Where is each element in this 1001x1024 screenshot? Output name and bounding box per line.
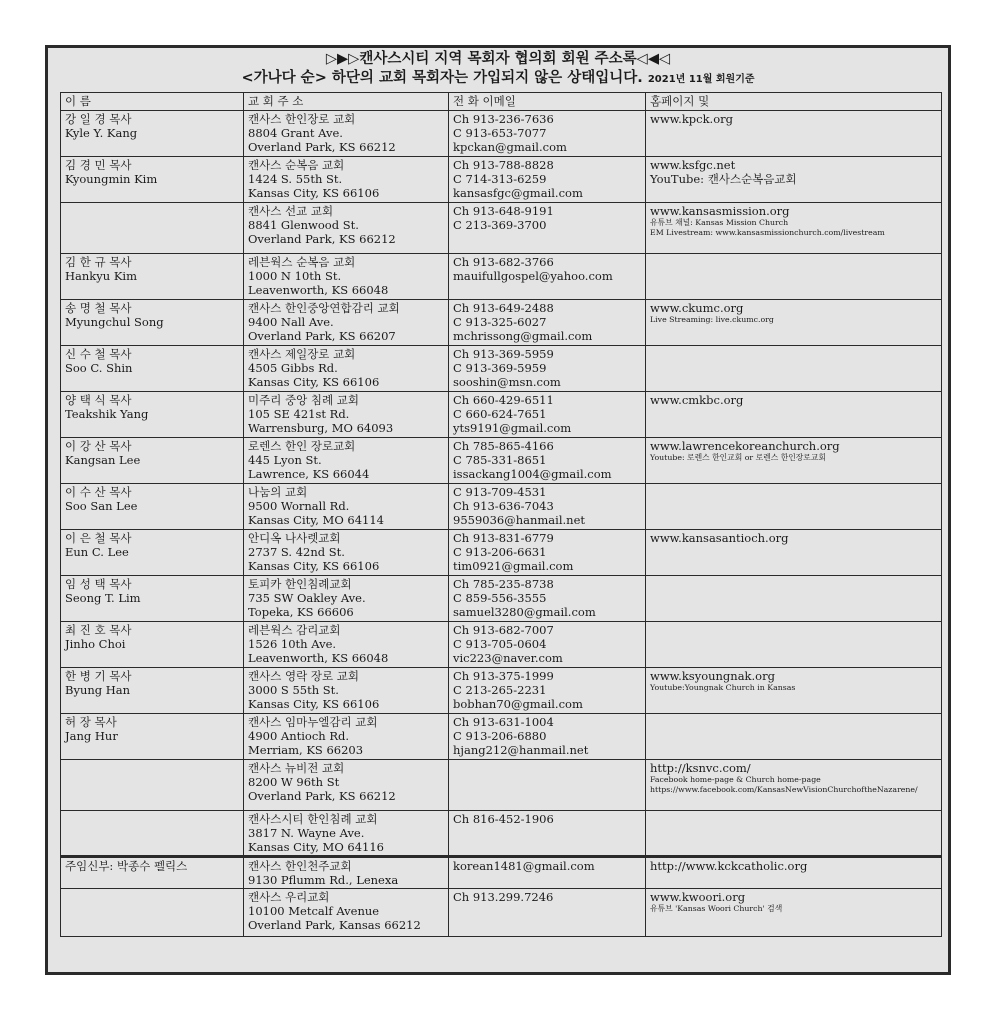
address-line: Overland Park, KS 66212 bbox=[248, 232, 396, 247]
address-cell bbox=[244, 811, 449, 857]
address-line: 안디옥 나사렛교회 bbox=[248, 531, 341, 545]
contact-cell bbox=[449, 254, 646, 300]
contact-line: Ch 913-369-5959 bbox=[453, 347, 554, 361]
contact-line: tim0921@gmail.com bbox=[453, 559, 574, 574]
name-cell bbox=[61, 576, 244, 622]
website-cell bbox=[646, 714, 942, 760]
contact-cell bbox=[449, 622, 646, 668]
contact-line: C 859-556-3555 bbox=[453, 591, 547, 606]
website-cell bbox=[646, 888, 942, 936]
unregistered-church-row bbox=[61, 856, 942, 888]
address-line: 9500 Wornall Rd. bbox=[248, 499, 350, 514]
subtitle-text: <가나다 순> 하단의 교회 목회자는 가입되지 않은 상태입니다. bbox=[241, 70, 643, 86]
name-line: 신 수 철 목사 bbox=[65, 347, 132, 361]
name-cell bbox=[61, 392, 244, 438]
address-line: 735 SW Oakley Ave. bbox=[248, 591, 366, 606]
name-line: 김 한 규 목사 bbox=[65, 255, 132, 269]
address-cell bbox=[244, 157, 449, 203]
contact-line: mauifullgospel@yahoo.com bbox=[453, 269, 613, 284]
website-cell bbox=[646, 576, 942, 622]
address-cell bbox=[244, 392, 449, 438]
name-line: 임 성 택 목사 bbox=[65, 577, 132, 591]
contact-line: Ch 816-452-1906 bbox=[453, 812, 554, 826]
contact-line: kpckan@gmail.com bbox=[453, 140, 567, 155]
address-line: 나눔의 교회 bbox=[248, 485, 308, 499]
contact-line: C 913-325-6027 bbox=[453, 315, 547, 330]
contact-line: issackang1004@gmail.com bbox=[453, 467, 612, 482]
name-line: Soo San Lee bbox=[65, 499, 138, 514]
address-line: Overland Park, Kansas 66212 bbox=[248, 918, 421, 933]
website-note: Facebook home-page & Church home-page bbox=[650, 775, 821, 785]
name-cell bbox=[61, 811, 244, 857]
address-line: 1424 S. 55th St. bbox=[248, 172, 343, 187]
name-line: Teakshik Yang bbox=[65, 407, 149, 422]
pastor-row bbox=[61, 530, 942, 576]
contact-line: korean1481@gmail.com bbox=[453, 858, 595, 873]
address-line: 캔사스 한인장로 교회 bbox=[248, 112, 356, 126]
address-line: 8841 Glenwood St. bbox=[248, 218, 359, 233]
name-line: Jinho Choi bbox=[65, 637, 126, 652]
name-line: 허 장 목사 bbox=[65, 715, 117, 729]
name-line: Hankyu Kim bbox=[65, 269, 137, 284]
website-line: www.kwoori.org bbox=[650, 889, 746, 904]
website-cell bbox=[646, 760, 942, 811]
name-cell bbox=[61, 203, 244, 254]
contact-line: Ch 913-631-1004 bbox=[453, 715, 554, 729]
address-cell bbox=[244, 203, 449, 254]
website-cell bbox=[646, 203, 942, 254]
contact-line: 9559036@hanmail.net bbox=[453, 513, 585, 528]
contact-line: C 913-206-6631 bbox=[453, 545, 547, 560]
contact-cell bbox=[449, 760, 646, 811]
column-header-name: 이 름 bbox=[61, 93, 244, 111]
address-line: Kansas City, KS 66106 bbox=[248, 186, 380, 201]
column-header-address: 교 회 주 소 bbox=[244, 93, 449, 111]
address-line: 로렌스 한인 장로교회 bbox=[248, 439, 356, 453]
website-note: EM Livestream: www.kansasmissionchurch.com/livestream bbox=[650, 227, 885, 237]
address-line: 3817 N. Wayne Ave. bbox=[248, 826, 365, 841]
subtitle-date: 2021년 11월 회원기준 bbox=[647, 74, 755, 85]
website-cell bbox=[646, 668, 942, 714]
address-line: Merriam, KS 66203 bbox=[248, 743, 364, 758]
address-cell bbox=[244, 111, 449, 157]
address-cell bbox=[244, 888, 449, 936]
address-line: 캔사스 제일장로 교회 bbox=[248, 347, 356, 361]
name-line: 주임신부: 박종수 펠릭스 bbox=[65, 858, 188, 873]
name-line: Eun C. Lee bbox=[65, 545, 129, 560]
contact-line: C 913-705-0604 bbox=[453, 637, 547, 652]
pastor-row bbox=[61, 484, 942, 530]
pastor-row bbox=[61, 438, 942, 484]
website-cell bbox=[646, 438, 942, 484]
website-line: www.ksyoungnak.org bbox=[650, 669, 775, 683]
pastor-row bbox=[61, 811, 942, 857]
contact-cell bbox=[449, 346, 646, 392]
contact-line: Ch 913-375-1999 bbox=[453, 669, 554, 683]
contact-cell bbox=[449, 668, 646, 714]
website-note: 유튜브 'Kansas Woori Church' 검색 bbox=[650, 903, 783, 913]
address-cell bbox=[244, 760, 449, 811]
address-line: Leavenworth, KS 66048 bbox=[248, 651, 389, 666]
address-line: 캔사스시티 한인침례 교회 bbox=[248, 812, 378, 826]
website-line: www.kansasmission.org bbox=[650, 204, 790, 218]
address-line: 레븐웍스 순복음 교회 bbox=[248, 255, 356, 269]
name-cell bbox=[61, 856, 244, 888]
contact-cell bbox=[449, 300, 646, 346]
contact-line: Ch 785-865-4166 bbox=[453, 439, 554, 453]
website-line: http://ksnvc.com/ bbox=[650, 761, 751, 775]
website-cell bbox=[646, 300, 942, 346]
address-line: 미주리 중앙 침례 교회 bbox=[248, 393, 359, 407]
address-line: 2737 S. 42nd St. bbox=[248, 545, 345, 560]
address-line: Kansas City, KS 66106 bbox=[248, 375, 380, 390]
contact-line: C 714-313-6259 bbox=[453, 172, 547, 187]
website-note: Youtube:Youngnak Church in Kansas bbox=[650, 683, 796, 693]
address-line: 캔사스 순복음 교회 bbox=[248, 158, 345, 172]
name-cell bbox=[61, 157, 244, 203]
contact-cell bbox=[449, 714, 646, 760]
name-line: 최 진 호 목사 bbox=[65, 623, 132, 637]
address-cell bbox=[244, 576, 449, 622]
website-cell bbox=[646, 111, 942, 157]
website-note: Live Streaming: live.ckumc.org bbox=[650, 315, 774, 325]
address-cell bbox=[244, 484, 449, 530]
address-line: 캔사스 선교 교회 bbox=[248, 204, 334, 218]
name-line: Kangsan Lee bbox=[65, 453, 141, 468]
website-line: www.ckumc.org bbox=[650, 301, 744, 315]
name-cell bbox=[61, 484, 244, 530]
contact-line: C 785-331-8651 bbox=[453, 453, 547, 468]
address-line: Kansas City, MO 64116 bbox=[248, 840, 384, 855]
contact-line: C 913-653-7077 bbox=[453, 126, 547, 141]
website-cell bbox=[646, 622, 942, 668]
website-cell bbox=[646, 484, 942, 530]
name-line: Soo C. Shin bbox=[65, 361, 133, 376]
unregistered-church-row bbox=[61, 888, 942, 936]
name-line: 이 은 철 목사 bbox=[65, 531, 132, 545]
name-line: 김 경 민 목사 bbox=[65, 158, 132, 172]
pastor-row bbox=[61, 203, 942, 254]
contact-cell bbox=[449, 811, 646, 857]
contact-line: kansasfgc@gmail.com bbox=[453, 186, 583, 201]
name-line: 송 명 철 목사 bbox=[65, 301, 132, 315]
name-cell bbox=[61, 254, 244, 300]
contact-cell bbox=[449, 888, 646, 936]
pastor-row bbox=[61, 254, 942, 300]
address-line: 캔사스 영락 장로 교회 bbox=[248, 669, 359, 683]
directory-table-body bbox=[61, 93, 942, 937]
name-cell bbox=[61, 668, 244, 714]
pastor-row bbox=[61, 157, 942, 203]
address-line: 1526 10th Ave. bbox=[248, 637, 337, 652]
name-line: 이 강 산 목사 bbox=[65, 439, 132, 453]
name-line: 한 병 기 목사 bbox=[65, 669, 132, 683]
contact-line: bobhan70@gmail.com bbox=[453, 697, 583, 712]
address-line: 10100 Metcalf Avenue bbox=[248, 903, 380, 918]
website-line: http://www.kckcatholic.org bbox=[650, 858, 808, 873]
contact-cell bbox=[449, 157, 646, 203]
name-cell bbox=[61, 714, 244, 760]
address-line: 4505 Gibbs Rd. bbox=[248, 361, 338, 376]
contact-line: samuel3280@gmail.com bbox=[453, 605, 596, 620]
contact-line: Ch 660-429-6511 bbox=[453, 393, 554, 407]
column-header-website: 홈페이지 및 bbox=[646, 93, 942, 111]
address-line: Warrensburg, MO 64093 bbox=[248, 421, 394, 436]
name-cell bbox=[61, 760, 244, 811]
contact-line: C 213-369-3700 bbox=[453, 218, 547, 233]
contact-cell bbox=[449, 111, 646, 157]
address-cell bbox=[244, 668, 449, 714]
contact-line: C 913-206-6880 bbox=[453, 729, 547, 744]
address-line: 9130 Pflumm Rd., Lenexa bbox=[248, 872, 399, 887]
name-cell bbox=[61, 300, 244, 346]
address-line: Topeka, KS 66606 bbox=[248, 605, 354, 620]
contact-line: Ch 913-236-7636 bbox=[453, 112, 554, 126]
directory-subtitle bbox=[48, 69, 948, 89]
website-note: 유튜브 채널: Kansas Mission Church bbox=[650, 218, 789, 228]
contact-cell bbox=[449, 203, 646, 254]
pastor-row bbox=[61, 300, 942, 346]
name-line: 양 택 식 목사 bbox=[65, 393, 132, 407]
name-line: 이 수 산 목사 bbox=[65, 485, 132, 499]
address-line: 1000 N 10th St. bbox=[248, 269, 342, 284]
pastor-row bbox=[61, 111, 942, 157]
address-line: Kansas City, KS 66106 bbox=[248, 697, 380, 712]
name-cell bbox=[61, 622, 244, 668]
website-line: YouTube: 캔사스순복음교회 bbox=[650, 172, 797, 187]
website-cell bbox=[646, 392, 942, 438]
contact-line: C 660-624-7651 bbox=[453, 407, 547, 422]
address-line: 9400 Nall Ave. bbox=[248, 315, 334, 330]
website-line: www.kansasantioch.org bbox=[650, 531, 789, 545]
directory-title: ▷▶▷캔사스시티 지역 목회자 협의회 회원 주소록◁◀◁ bbox=[325, 51, 671, 67]
address-line: 캔사스 뉴비전 교회 bbox=[248, 761, 345, 775]
website-line: www.cmkbc.org bbox=[650, 393, 744, 407]
address-line: 캔사스 한인천주교회 bbox=[248, 858, 352, 873]
contact-line: sooshin@msn.com bbox=[453, 375, 561, 390]
contact-cell bbox=[449, 576, 646, 622]
address-cell bbox=[244, 300, 449, 346]
website-note: https://www.facebook.com/KansasNewVisionChurchoftheNazarene/ bbox=[650, 784, 918, 794]
address-line: 캔사스 한인중앙연합감리 교회 bbox=[248, 301, 400, 315]
name-line: Kyoungmin Kim bbox=[65, 172, 158, 187]
website-cell bbox=[646, 346, 942, 392]
address-cell bbox=[244, 530, 449, 576]
contact-line: C 913-709-4531 bbox=[453, 485, 547, 499]
name-line: 강 일 경 목사 bbox=[65, 112, 132, 126]
name-line: Myungchul Song bbox=[65, 315, 164, 330]
website-cell bbox=[646, 254, 942, 300]
contact-cell bbox=[449, 856, 646, 888]
table-header-row bbox=[61, 93, 942, 111]
address-line: 8200 W 96th St bbox=[248, 775, 340, 790]
address-line: Overland Park, KS 66212 bbox=[248, 789, 396, 804]
address-line: 3000 S 55th St. bbox=[248, 683, 339, 698]
website-line: www.kpck.org bbox=[650, 112, 733, 126]
address-cell bbox=[244, 856, 449, 888]
directory-table bbox=[60, 92, 942, 937]
address-line: Kansas City, KS 66106 bbox=[248, 559, 380, 574]
website-cell bbox=[646, 856, 942, 888]
contact-line: mchrissong@gmail.com bbox=[453, 329, 593, 344]
contact-line: Ch 913-648-9191 bbox=[453, 204, 554, 218]
pastor-row bbox=[61, 668, 942, 714]
contact-line: C 213-265-2231 bbox=[453, 683, 547, 698]
address-cell bbox=[244, 254, 449, 300]
address-line: Kansas City, MO 64114 bbox=[248, 513, 384, 528]
address-line: 105 SE 421st Rd. bbox=[248, 407, 350, 422]
name-cell bbox=[61, 530, 244, 576]
address-line: 캔사스 임마누엘감리 교회 bbox=[248, 715, 378, 729]
address-line: 8804 Grant Ave. bbox=[248, 126, 343, 141]
contact-cell bbox=[449, 530, 646, 576]
contact-line: Ch 913-831-6779 bbox=[453, 531, 554, 545]
address-line: 4900 Antioch Rd. bbox=[248, 729, 350, 744]
pastor-row bbox=[61, 760, 942, 811]
contact-line: vic223@naver.com bbox=[453, 651, 563, 666]
address-line: 레븐웍스 감리교회 bbox=[248, 623, 341, 637]
address-line: 445 Lyon St. bbox=[248, 453, 322, 468]
pastor-row bbox=[61, 576, 942, 622]
address-cell bbox=[244, 622, 449, 668]
contact-line: hjang212@hanmail.net bbox=[453, 743, 589, 758]
website-cell bbox=[646, 811, 942, 857]
name-line: Kyle Y. Kang bbox=[65, 126, 138, 141]
name-cell bbox=[61, 888, 244, 936]
address-cell bbox=[244, 346, 449, 392]
name-line: Byung Han bbox=[65, 683, 131, 698]
contact-cell bbox=[449, 438, 646, 484]
column-header-contact: 전 화 이메일 bbox=[449, 93, 646, 111]
address-cell bbox=[244, 438, 449, 484]
name-cell bbox=[61, 438, 244, 484]
contact-line: Ch 785-235-8738 bbox=[453, 577, 554, 591]
contact-line: Ch 913-788-8828 bbox=[453, 158, 554, 172]
pastor-row bbox=[61, 346, 942, 392]
address-line: Overland Park, KS 66212 bbox=[248, 140, 396, 155]
contact-line: C 913-369-5959 bbox=[453, 361, 547, 376]
contact-line: Ch 913-682-3766 bbox=[453, 255, 554, 269]
website-line: www.lawrencekoreanchurch.org bbox=[650, 439, 840, 453]
pastor-row bbox=[61, 622, 942, 668]
contact-line: Ch 913-682-7007 bbox=[453, 623, 554, 637]
address-line: 캔사스 우리교회 bbox=[248, 889, 330, 904]
name-line: Jang Hur bbox=[65, 729, 118, 744]
contact-line: Ch 913-649-2488 bbox=[453, 301, 554, 315]
directory-frame bbox=[45, 45, 951, 975]
pastor-row bbox=[61, 392, 942, 438]
name-line: Seong T. Lim bbox=[65, 591, 141, 606]
contact-line: yts9191@gmail.com bbox=[453, 421, 572, 436]
address-line: 토피카 한인침례교회 bbox=[248, 577, 352, 591]
address-cell bbox=[244, 714, 449, 760]
pastor-row bbox=[61, 714, 942, 760]
contact-cell bbox=[449, 392, 646, 438]
contact-line: Ch 913-636-7043 bbox=[453, 499, 554, 514]
address-line: Overland Park, KS 66207 bbox=[248, 329, 396, 344]
website-cell bbox=[646, 530, 942, 576]
website-note: Youtube: 로렌스 한인교회 or 로렌스 한인장로교회 bbox=[650, 453, 826, 463]
contact-cell bbox=[449, 484, 646, 530]
website-cell bbox=[646, 157, 942, 203]
website-line: www.ksfgc.net bbox=[650, 158, 736, 172]
address-line: Lawrence, KS 66044 bbox=[248, 467, 370, 482]
name-cell bbox=[61, 346, 244, 392]
name-cell bbox=[61, 111, 244, 157]
address-line: Leavenworth, KS 66048 bbox=[248, 283, 389, 298]
contact-line: Ch 913.299.7246 bbox=[453, 889, 554, 904]
